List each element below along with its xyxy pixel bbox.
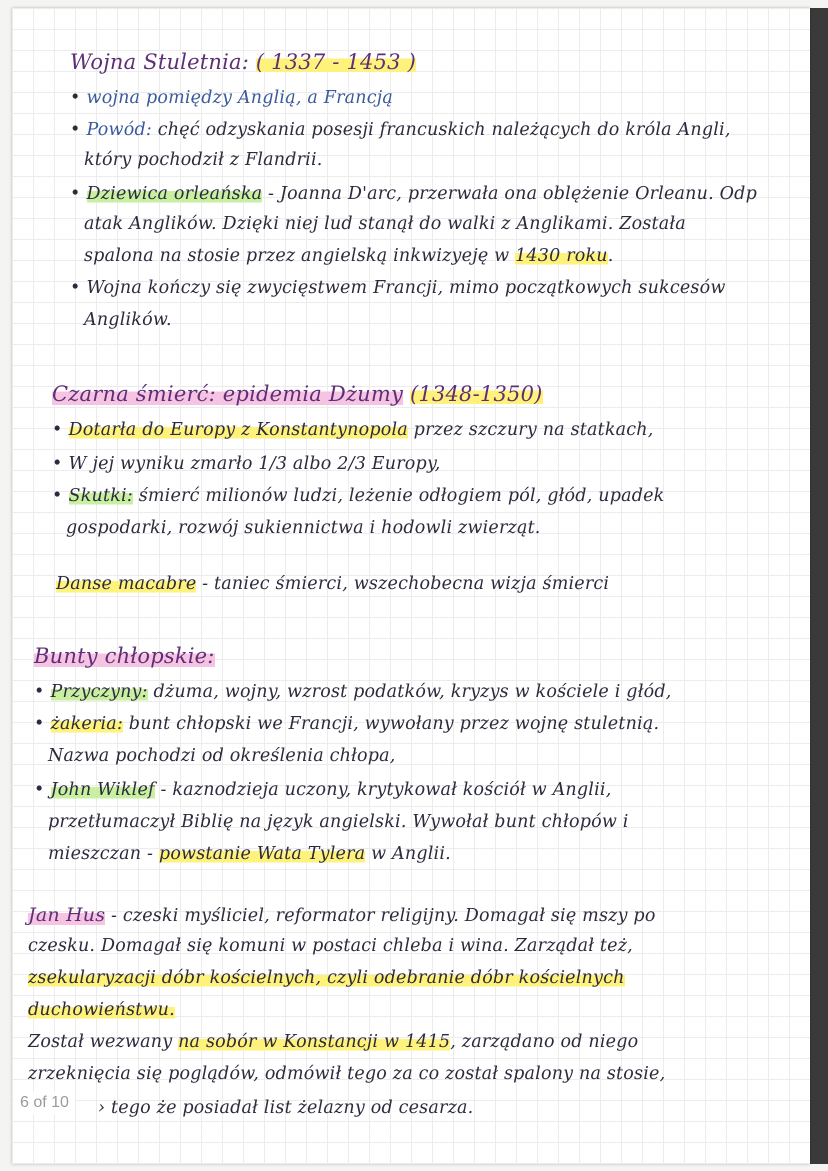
list-item: • W jej wyniku zmarło 1/3 albo 2/3 Europy, — [52, 454, 441, 474]
hus-line-4: duchowieństwu. — [28, 1000, 175, 1020]
list-item: • Wojna kończy się zwycięstwem Francji, mimo początkowych sukcesów — [70, 278, 726, 298]
heading-czarna — [52, 382, 543, 406]
hus-line-3: zsekularyzacji dóbr kościelnych, czyli odebranie dóbr kościelnych — [28, 968, 625, 988]
list-item-cont: mieszczan - powstanie Wata Tylera w Anglii. — [48, 844, 451, 864]
viewer-edge — [810, 8, 828, 1164]
heading-czarna-dates: (1348-1350) — [409, 382, 543, 406]
list-item-cont: atak Anglików. Dzięki niej lud stanął do walki z Anglikami. Została — [84, 214, 686, 234]
list-item: • John Wiklef - kaznodzieja uczony, krytykował kościół w Anglii, — [34, 780, 612, 800]
page-indicator: 6 of 10 — [14, 1092, 75, 1114]
heading-wojna-title: Wojna Stuletnia: — [70, 50, 250, 74]
hus-line-2: czesku. Domagał się komuni w postaci chleba i wina. Zarządał też, — [28, 936, 633, 956]
list-item-cont: przetłumaczył Biblię na język angielski. Wywołał bunt chłopów i — [48, 812, 629, 832]
list-item-cont: który pochodził z Flandrii. — [84, 150, 323, 170]
heading-bunty: Bunty chłopskie: — [34, 644, 215, 668]
list-item-cont: gospodarki, rozwój sukiennictwa i hodowli zwierząt. — [66, 518, 541, 538]
danse-macabre-line: Danse macabre - taniec śmierci, wszechobecna wizja śmierci — [56, 574, 610, 594]
heading-wojna — [70, 50, 416, 74]
list-item: • Przyczyny: dżuma, wojny, wzrost podatków, kryzys w kościele i głód, — [34, 682, 672, 702]
hus-line-5: Został wezwany na sobór w Konstancji w 1415, zarządano od niego — [28, 1032, 639, 1052]
list-item: • Skutki: śmierć milionów ludzi, leżenie odłogiem pól, głód, upadek — [52, 486, 665, 506]
hus-line-7: › tego że posiadał list żelazny od cesarza. — [98, 1098, 474, 1118]
heading-czarna-title: Czarna śmierć: epidemia Dżumy — [52, 382, 404, 406]
list-item-cont: Anglików. — [84, 310, 172, 330]
hus-line-1: Jan Hus - czeski myśliciel, reformator religijny. Domagał się mszy po — [28, 904, 656, 926]
notebook-page — [12, 8, 810, 1164]
list-item: • Dziewica orleańska - Joanna D'arc, przerwała ona oblężenie Orleanu. Odp — [70, 184, 757, 204]
list-item-cont: spalona na stosie przez angielską inkwizyeję w 1430 roku. — [84, 246, 614, 266]
list-item: • Dotarła do Europy z Konstantynopola przez szczury na statkach, — [52, 420, 654, 440]
heading-hus: Jan Hus — [28, 904, 106, 926]
list-item: • żakeria: bunt chłopski we Francji, wywołany przez wojnę stuletnią. — [34, 714, 660, 734]
heading-wojna-dates: ( 1337 - 1453 ) — [255, 50, 416, 74]
hus-line-6: zrzeknięcia się poglądów, odmówił tego za co został spalony na stosie, — [28, 1064, 666, 1084]
list-item: • wojna pomiędzy Anglią, a Francją — [70, 88, 394, 108]
list-item: • Powód: chęć odzyskania posesji francuskich należących do króla Angli, — [70, 120, 731, 140]
list-item-cont: Nazwa pochodzi od określenia chłopa, — [48, 746, 396, 766]
